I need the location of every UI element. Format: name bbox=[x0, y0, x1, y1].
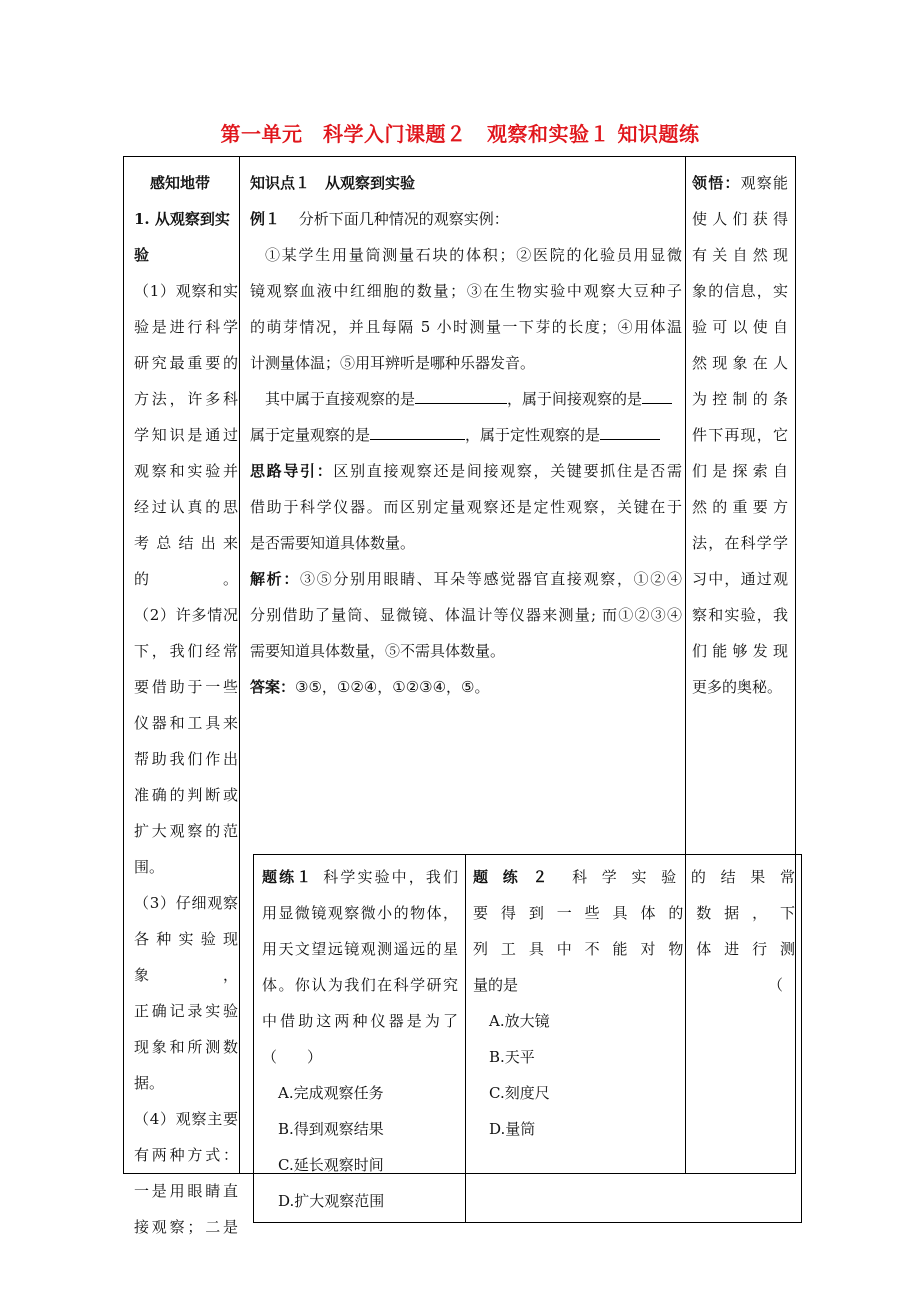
answer-text: ③⑤，①②④，①②③④，⑤。 bbox=[295, 678, 490, 696]
analysis-text: ③⑤分别用眼睛、耳朵等感觉器官直接观察，①②④ bbox=[300, 570, 682, 588]
exercise-text: 科学实验的结果常 bbox=[572, 868, 795, 886]
page-title: 第一单元 科学入门课题２ 观察和实验１ 知识题练 bbox=[220, 122, 700, 146]
left-line: 要借助于一些 bbox=[134, 678, 238, 696]
insight-line: 们能够发现 bbox=[692, 642, 788, 660]
insight-line: 为控制的条 bbox=[692, 390, 788, 408]
left-line: 正确记录实验 bbox=[134, 1002, 238, 1020]
insight-line: 习中，通过观 bbox=[692, 570, 788, 588]
insight-line: 验可以使自 bbox=[692, 318, 788, 336]
left-line: 验是进行科学 bbox=[134, 318, 238, 336]
question-line bbox=[250, 381, 682, 417]
exercise-line: 中借助这两种仪器是为了 bbox=[262, 1012, 458, 1030]
exercise-line bbox=[473, 967, 795, 1003]
exercise-line: 用显微镜观察微小的物体， bbox=[262, 904, 458, 922]
answer-blank[interactable] bbox=[600, 419, 660, 440]
answer-blank[interactable] bbox=[370, 419, 465, 440]
answer-blank[interactable] bbox=[415, 383, 507, 404]
left-line: （2）许多情况 bbox=[134, 606, 238, 624]
exercise-1 bbox=[262, 859, 458, 1219]
left-line: 仪器和工具来 bbox=[134, 714, 238, 732]
left-line: 准确的判断或 bbox=[134, 786, 238, 804]
exercise-line bbox=[262, 859, 458, 895]
option-d[interactable]: D.量筒 bbox=[489, 1120, 536, 1138]
exercise-box bbox=[253, 854, 802, 1223]
knowledge-heading: 知识点１ 从观察到实验 bbox=[250, 174, 416, 192]
option-c[interactable]: C.延长观察时间 bbox=[278, 1156, 384, 1174]
hint-line bbox=[250, 453, 682, 489]
option-b[interactable]: B.天平 bbox=[489, 1048, 535, 1066]
left-line: 研究最重要的 bbox=[134, 354, 238, 372]
insight-label: 领悟： bbox=[692, 174, 741, 192]
exercise-line: 体。你认为我们在科学研究 bbox=[262, 976, 458, 994]
left-line: 围。 bbox=[134, 858, 165, 876]
answer-label: 答案： bbox=[250, 678, 296, 696]
answer-blank[interactable] bbox=[642, 383, 672, 404]
left-line: 方法，许多科 bbox=[134, 390, 238, 408]
left-line: （3）仔细观察 bbox=[134, 894, 238, 912]
analysis-label: 解析： bbox=[250, 570, 301, 588]
option-d[interactable]: D.扩大观察范围 bbox=[278, 1192, 385, 1210]
left-line: 扩大观察的范 bbox=[134, 822, 238, 840]
insight-line: 更多的奥秘。 bbox=[692, 678, 783, 696]
exercise-text: 量的是 bbox=[473, 976, 519, 994]
right-column bbox=[692, 165, 788, 705]
question-text: 其中属于直接观察的是 bbox=[265, 390, 416, 408]
left-line: 1. 从观察到实 bbox=[134, 210, 230, 228]
exercise-line: 要得到一些具体的数据，下 bbox=[473, 904, 795, 922]
example-text: 分析下面几种情况的观察实例： bbox=[298, 210, 509, 228]
insight-line: 察和实验，我 bbox=[692, 606, 788, 624]
exercise-line bbox=[473, 859, 795, 895]
example-para-line: 的萌芽情况，并且每隔 5 小时测量一下芽的长度；④用体温 bbox=[250, 318, 682, 336]
option-a[interactable]: A.放大镜 bbox=[489, 1012, 550, 1030]
exercise-label: 题练１ bbox=[262, 868, 314, 886]
left-line: 验 bbox=[134, 246, 150, 264]
analysis-line: 分别借助了量筒、显微镜、体温计等仪器来测量; 而①②③④ bbox=[250, 606, 682, 624]
example-line bbox=[250, 201, 682, 237]
question-line bbox=[250, 417, 682, 453]
example-para-line: ①某学生用量筒测量石块的体积；②医院的化验员用显微 bbox=[265, 246, 682, 264]
left-heading: 感知地带 bbox=[150, 174, 211, 192]
insight-line: 象的信息，实 bbox=[692, 282, 788, 300]
exercise-line: 列工具中不能对物体进行测 bbox=[473, 940, 795, 958]
insight-line: 法，在科学学 bbox=[692, 534, 788, 552]
insight-line: 然现象在人 bbox=[692, 354, 788, 372]
left-column bbox=[134, 165, 238, 1245]
left-line: 下，我们经常 bbox=[134, 642, 238, 660]
content-table bbox=[123, 156, 796, 1236]
insight-line: 件下再现，它 bbox=[692, 426, 788, 444]
answer-line bbox=[250, 669, 682, 705]
left-line: （4）观察主要 bbox=[134, 1110, 238, 1128]
question-text: ，属于定性观察的是 bbox=[465, 426, 601, 444]
hint-line: 借助于科学仪器。而区别定量观察还是定性观察，关键在于 bbox=[250, 498, 682, 516]
left-line: 各种实验现象， bbox=[134, 930, 238, 984]
insight-text: 观察能 bbox=[740, 174, 788, 192]
exercise-line: 用天文望远镜观测遥远的星 bbox=[262, 940, 458, 958]
example-label: 例１ bbox=[250, 210, 281, 228]
option-c[interactable]: C.刻度尺 bbox=[489, 1084, 550, 1102]
insight-line: 然的重要方 bbox=[692, 498, 788, 516]
middle-column bbox=[250, 165, 682, 705]
insight-line bbox=[692, 165, 788, 201]
analysis-line bbox=[250, 561, 682, 597]
question-text: 属于定量观察的是 bbox=[250, 426, 371, 444]
option-a[interactable]: A.完成观察任务 bbox=[278, 1084, 384, 1102]
hint-line: 是否需要知道具体数量。 bbox=[250, 534, 416, 552]
left-line: 据。 bbox=[134, 1074, 165, 1092]
left-line: 帮助我们作出 bbox=[134, 750, 238, 768]
question-text: ，属于间接观察的是 bbox=[507, 390, 643, 408]
analysis-line: 需要知道具体数量，⑤不需具体数量。 bbox=[250, 642, 506, 660]
left-line: 考总结出来的。 bbox=[134, 534, 238, 588]
hint-label: 思路导引： bbox=[250, 462, 334, 480]
left-line: 有两种方式： bbox=[134, 1146, 238, 1164]
exercise-text: 科学实验中，我们 bbox=[323, 868, 458, 886]
left-line: （1）观察和实 bbox=[134, 282, 238, 300]
exercise-label: 题练２ bbox=[473, 868, 563, 886]
insight-line: 有关自然现 bbox=[692, 246, 788, 264]
exercise-2 bbox=[473, 859, 795, 1147]
left-line: 现象和所测数 bbox=[134, 1038, 238, 1056]
exercise-line: （ ） bbox=[262, 1048, 323, 1066]
left-line: 接观察；二是 bbox=[134, 1218, 238, 1236]
column-divider bbox=[239, 157, 240, 1173]
insight-line: 使人们获得 bbox=[692, 210, 788, 228]
example-para-line: 镜观察血液中红细胞的数量；③在生物实验中观察大豆种子 bbox=[250, 282, 682, 300]
answer-paren: （ bbox=[767, 976, 783, 994]
insight-line: 们是探索自 bbox=[692, 462, 788, 480]
hint-text: 区别直接观察还是间接观察，关键要抓住是否需 bbox=[333, 462, 682, 480]
left-line: 一是用眼睛直 bbox=[134, 1182, 238, 1200]
left-line: 经过认真的思 bbox=[134, 498, 238, 516]
left-line: 学知识是通过 bbox=[134, 426, 238, 444]
left-line: 观察和实验并 bbox=[134, 462, 238, 480]
example-para-line: 计测量体温；⑤用耳辨听是哪种乐器发音。 bbox=[250, 354, 536, 372]
option-b[interactable]: B.得到观察结果 bbox=[278, 1120, 384, 1138]
exercise-divider bbox=[465, 855, 466, 1222]
